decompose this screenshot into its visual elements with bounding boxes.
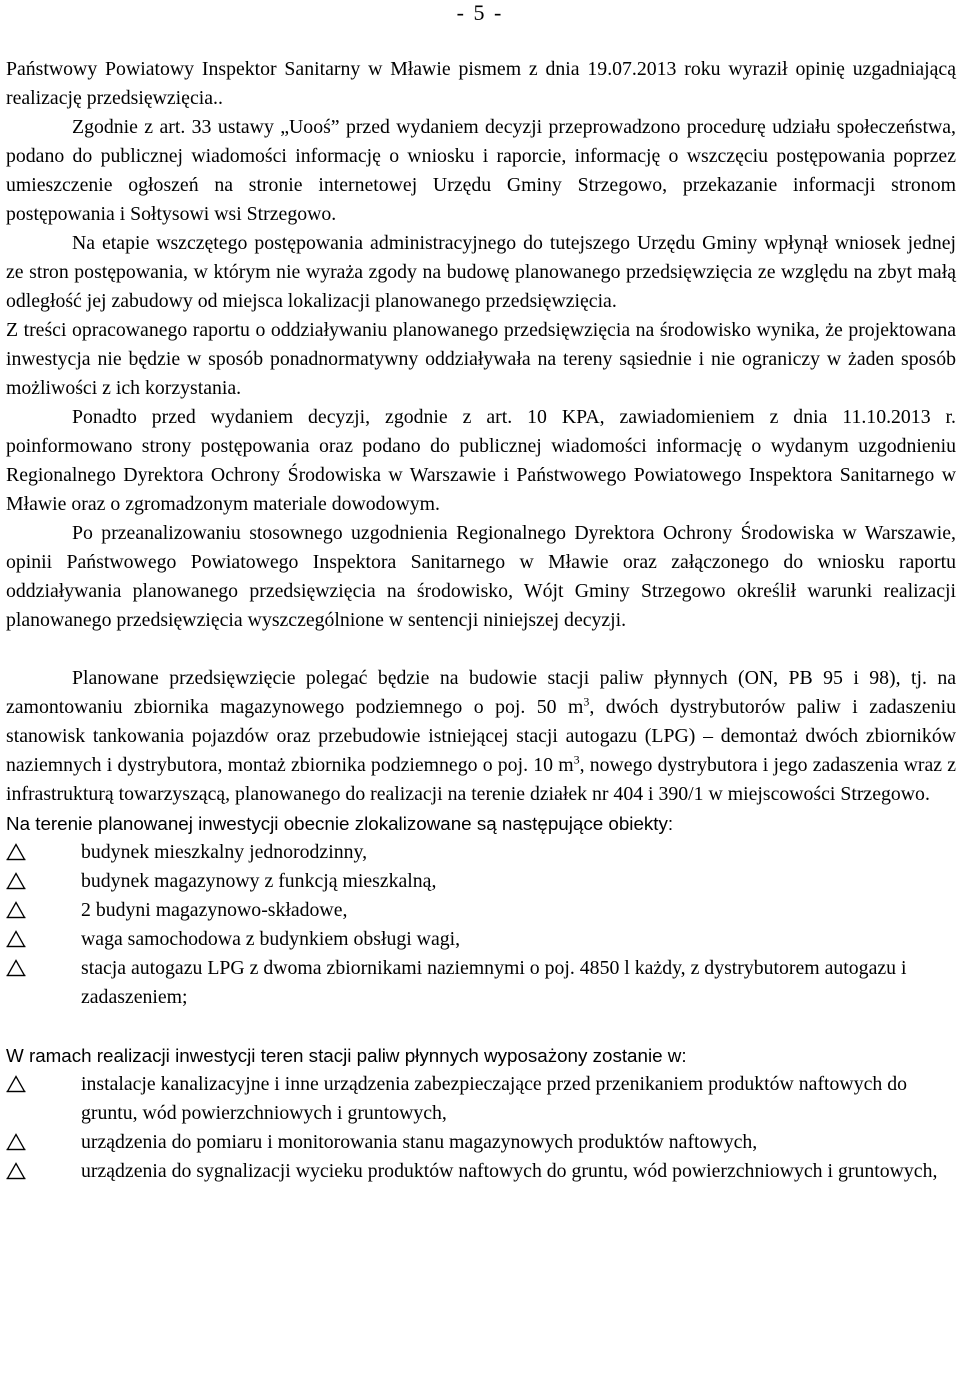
project-text-3: , nowego dystrybutora i jego zadaszenia wraz z infrastrukturą towarzyszącą, planowanego do realizacji na terenie działek nr 404 i 390/1 w miejscowości Strzegowo. — [6, 754, 956, 805]
list-item: waga samochodowa z budynkiem obsługi wagi, — [6, 925, 956, 954]
list-item: urządzenia do pomiaru i monitorowania stanu magazynowych produktów naftowych, — [6, 1128, 956, 1157]
paragraph-report-conclusion: Z treści opracowanego raportu o oddziaływaniu planowanego przedsięwzięcia na środowisko wynika, że projektowana inwestycja nie będzie w sposób ponadnormatywny oddziaływała na tereny sąsiednie i nie ograniczy w żaden sposób możliwości z ich korzystania. — [6, 319, 956, 399]
project-text-2: , dwóch dystrybutorów paliw i zadaszeniu stanowisk tankowania pojazdów oraz przebudowie istniejącej stacji autogazu (LPG) – demontaż dwóch zbiorników naziemnych i dystrybutora, montaż zbiornika podziemnego o poj. 10 m — [6, 696, 956, 776]
superscript-cubic: 3 — [583, 694, 590, 709]
hollow-triangle-bullet-icon — [6, 954, 28, 983]
list-item: budynek magazynowy z funkcją mieszkalną, — [6, 867, 956, 896]
paragraph-notification: Ponadto przed wydaniem decyzji, zgodnie z art. 10 KPA, zawiadomieniem z dnia 11.10.2013 r. poinformowano strony postępowania oraz podano do publicznej wiadomości informację o wydanym uzgodnieniu Regionalnego Dyrektora Ochrony Środowiska w Warszawie i Państwowego Powiatowego Inspektora Sanitarnego w Mławie oraz o zgromadzonym materiale dowodowym. — [6, 406, 956, 515]
existing-objects-list — [6, 838, 956, 1012]
document-body — [6, 55, 956, 1186]
paragraph-sanitary-opinion: Państwowy Powiatowy Inspektor Sanitarny w Mławie pismem z dnia 19.07.2013 roku wyraził opinię uzgadniającą realizację przedsięwzięcia.. — [6, 58, 956, 109]
spacer — [6, 635, 956, 664]
list-item: instalacje kanalizacyjne i inne urządzenia zabezpieczające przed przenikaniem produktów naftowych do gruntu, wód powierzchniowych i gruntowych, — [6, 1070, 956, 1128]
list-item: 2 budyni magazynowo-składowe, — [6, 896, 956, 925]
list-item: urządzenia do sygnalizacji wycieku produktów naftowych do gruntu, wód powierzchniowych i gruntowych, — [6, 1157, 956, 1186]
page-number: - 5 - — [456, 0, 504, 25]
paragraph-public-participation: Zgodnie z art. 33 ustawy „Uooś” przed wydaniem decyzji przeprowadzono procedurę udziału społeczeństwa, podano do publicznej wiadomości informację o wniosku i raporcie, informację o wszczęciu postępowania poprzez umieszczenie ogłoszeń na stronie internetowej Urzędu Gminy Strzegowo, przekazanie informacji stronom postępowania i Sołtysowi wsi Strzegowo. — [6, 116, 956, 225]
equipment-list — [6, 1070, 956, 1186]
hollow-triangle-bullet-icon — [6, 1070, 28, 1099]
paragraph-project-description — [6, 664, 956, 809]
hollow-triangle-bullet-icon — [6, 925, 28, 954]
hollow-triangle-bullet-icon — [6, 867, 28, 896]
list-item: budynek mieszkalny jednorodzinny, — [6, 838, 956, 867]
hollow-triangle-bullet-icon — [6, 838, 28, 867]
spacer — [6, 1012, 956, 1041]
hollow-triangle-bullet-icon — [6, 896, 28, 925]
hollow-triangle-bullet-icon — [6, 1157, 28, 1186]
existing-objects-intro: Na terenie planowanej inwestycji obecnie zlokalizowane są następujące obiekty: — [6, 813, 674, 834]
superscript-cubic: 3 — [573, 752, 580, 767]
equipment-intro: W ramach realizacji inwestycji teren stacji paliw płynnych wyposażony zostanie w: — [6, 1045, 687, 1066]
paragraph-objection: Na etapie wszczętego postępowania administracyjnego do tutejszego Urzędu Gminy wpłynął wniosek jednej ze stron postępowania, w którym nie wyraża zgody na budowę planowanego przedsięwzięcia ze względu na zbyt małą odległość jej zabudowy od miejsca lokalizacji planowanego przedsięwzięcia. — [6, 232, 956, 312]
paragraph-conditions: Po przeanalizowaniu stosownego uzgodnienia Regionalnego Dyrektora Ochrony Środowiska w Warszawie, opinii Państwowego Powiatowego Inspektora Sanitarnego w Mławie oraz załączonego do wniosku raportu oddziaływania planowanego przedsięwzięcia na środowisko, Wójt Gminy Strzegowo określił warunki realizacji planowanego przedsięwzięcia wyszczególnione w sentencji niniejszej decyzji. — [6, 522, 956, 631]
project-text-1: Planowane przedsięwzięcie polegać będzie na budowie stacji paliw płynnych (ON, PB 95 i 98), tj. na zamontowaniu zbiornika magazynowego podziemnego o poj. 50 m — [6, 667, 956, 718]
list-item: stacja autogazu LPG z dwoma zbiornikami naziemnymi o poj. 4850 l każdy, z dystrybutorem autogazu i zadaszeniem; — [6, 954, 956, 1012]
hollow-triangle-bullet-icon — [6, 1128, 28, 1157]
